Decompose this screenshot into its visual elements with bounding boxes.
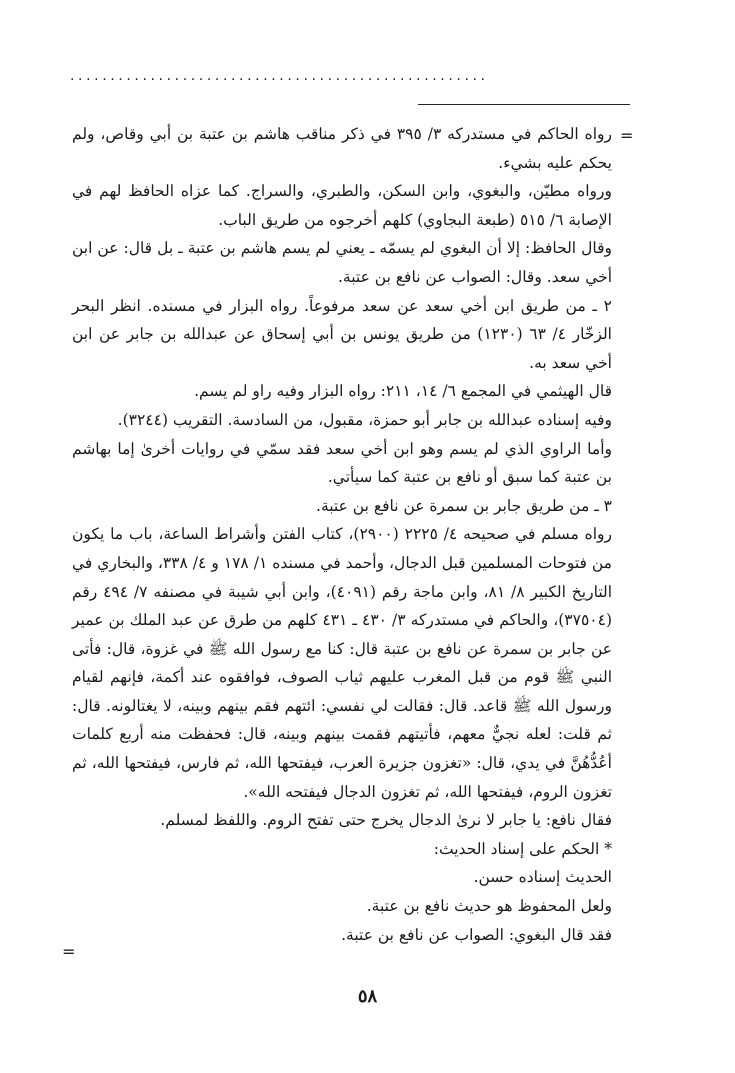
footnote-rule — [418, 104, 630, 105]
continuation-marker-top: = — [620, 126, 634, 145]
paragraph: فقال نافع: يا جابر لا نرىٰ الدجال يخرج حتى تفتح الروم. واللفظ لمسلم. — [160, 811, 612, 830]
page-number: ٥٨ — [357, 986, 378, 1007]
paragraph: قال الهيثمي في المجمع ٦/ ١٤، ٢١١: رواه البزار وفيه راو لم يسم. — [194, 382, 612, 401]
paragraph: رواه مسلم في صحيحه ٤/ ٢٢٢٥ (٢٩٠٠)، كتاب الفتن وأشراط الساعة، باب ما يكون من فتوحات المسلمين قبل الدجال، وأحمد في مسنده ١/ ١٧٨ و ٤/ ٣٣٨، والبخاري في التاريخ الكبير ٨/ ٨١، وابن ماجة رقم (٤٠٩١)، وابن أبي شيبة في مصنفه ٧/ ٤٩٤ رقم (٣٧٥٠٤)، والحاكم في مستدركه ٣/ ٤٣٠ ـ ٤٣١ كلهم من طرق عن عبد الملك بن عمير عن جابر بن سمرة عن نافع بن عتبة قال: كنا مع رسول الله ﷺ في غزوة، قال: فأتى النبي ﷺ قوم من قبل المغرب عليهم ثياب الصوف، فوافقوه عند أكمة، فإنهم لقيام ورسول الله ﷺ قاعد. قال: فقالت لي نفسي: ائتهم فقم بينهم وبينه، لا يغتالونه. قال: ثم قلت: لعله نجيٌّ معهم، فأتيتهم فقمت بينهم وبينه، قال: فحفظت منه أربع كلمات أعُدُّهُنَّ في يدي، قال: «تغزون جزيرة العرب، فيفتحها الله، ثم فارس، فيفتحها الله، ثم تغزون الروم، فيفتحها الله، ثم تغزون الدجال فيفتحه الله». — [72, 525, 613, 801]
paragraph: وأما الراوي الذي لم يسم وهو ابن أخي سعد فقد سمّي في روايات أخرىٰ إما بهاشم بن عتبة كما سبق أو نافع بن عتبة كما سيأتي. — [72, 439, 612, 487]
section-heading: * الحكم على إسناد الحديث: — [433, 839, 612, 858]
footnote-body — [72, 120, 612, 949]
paragraph: ٢ ـ من طريق ابن أخي سعد عن سعد مرفوعاً. رواه البزار في مسنده. انظر البحر الزخّار ٤/ ٦٣ (١٢٣٠) من طريق يونس بن أبي إسحاق عن عبدالله بن جابر عن ابن أخي سعد به. — [72, 296, 612, 372]
continuation-marker-bottom: = — [62, 942, 76, 961]
paragraph: ولعل المحفوظ هو حديث نافع بن عتبة. — [366, 897, 612, 916]
paragraph: رواه الحاكم في مستدركه ٣/ ٣٩٥ في ذكر مناقب هاشم بن عتبة بن أبي وقاص، ولم يحكم عليه بشيء. — [72, 125, 612, 172]
paragraph: الحديث إسناده حسن. — [473, 868, 612, 887]
paragraph: وفيه إسناده عبدالله بن جابر أبو حمزة، مقبول، من السادسة. التقريب (٣٢٤٤). — [117, 410, 612, 429]
dotted-separator: .................................................... — [70, 68, 489, 84]
paragraph: ورواه مطيّن، والبغوي، وابن السكن، والطبري، والسراج. كما عزاه الحافظ لهم في الإصابة ٦/ ٥١٥ (طبعة البجاوي) كلهم أخرجوه من طريق الباب. — [72, 182, 612, 229]
paragraph: ٣ ـ من طريق جابر بن سمرة عن نافع بن عتبة. — [316, 496, 612, 515]
paragraph: فقد قال البغوي: الصواب عن نافع بن عتبة. — [341, 925, 612, 944]
paragraph: وقال الحافظ: إلا أن البغوي لم يسمّه ـ يعني لم يسم هاشم بن عتبة ـ بل قال: عن ابن أخي سعد. وقال: الصواب عن نافع بن عتبة. — [72, 239, 612, 286]
